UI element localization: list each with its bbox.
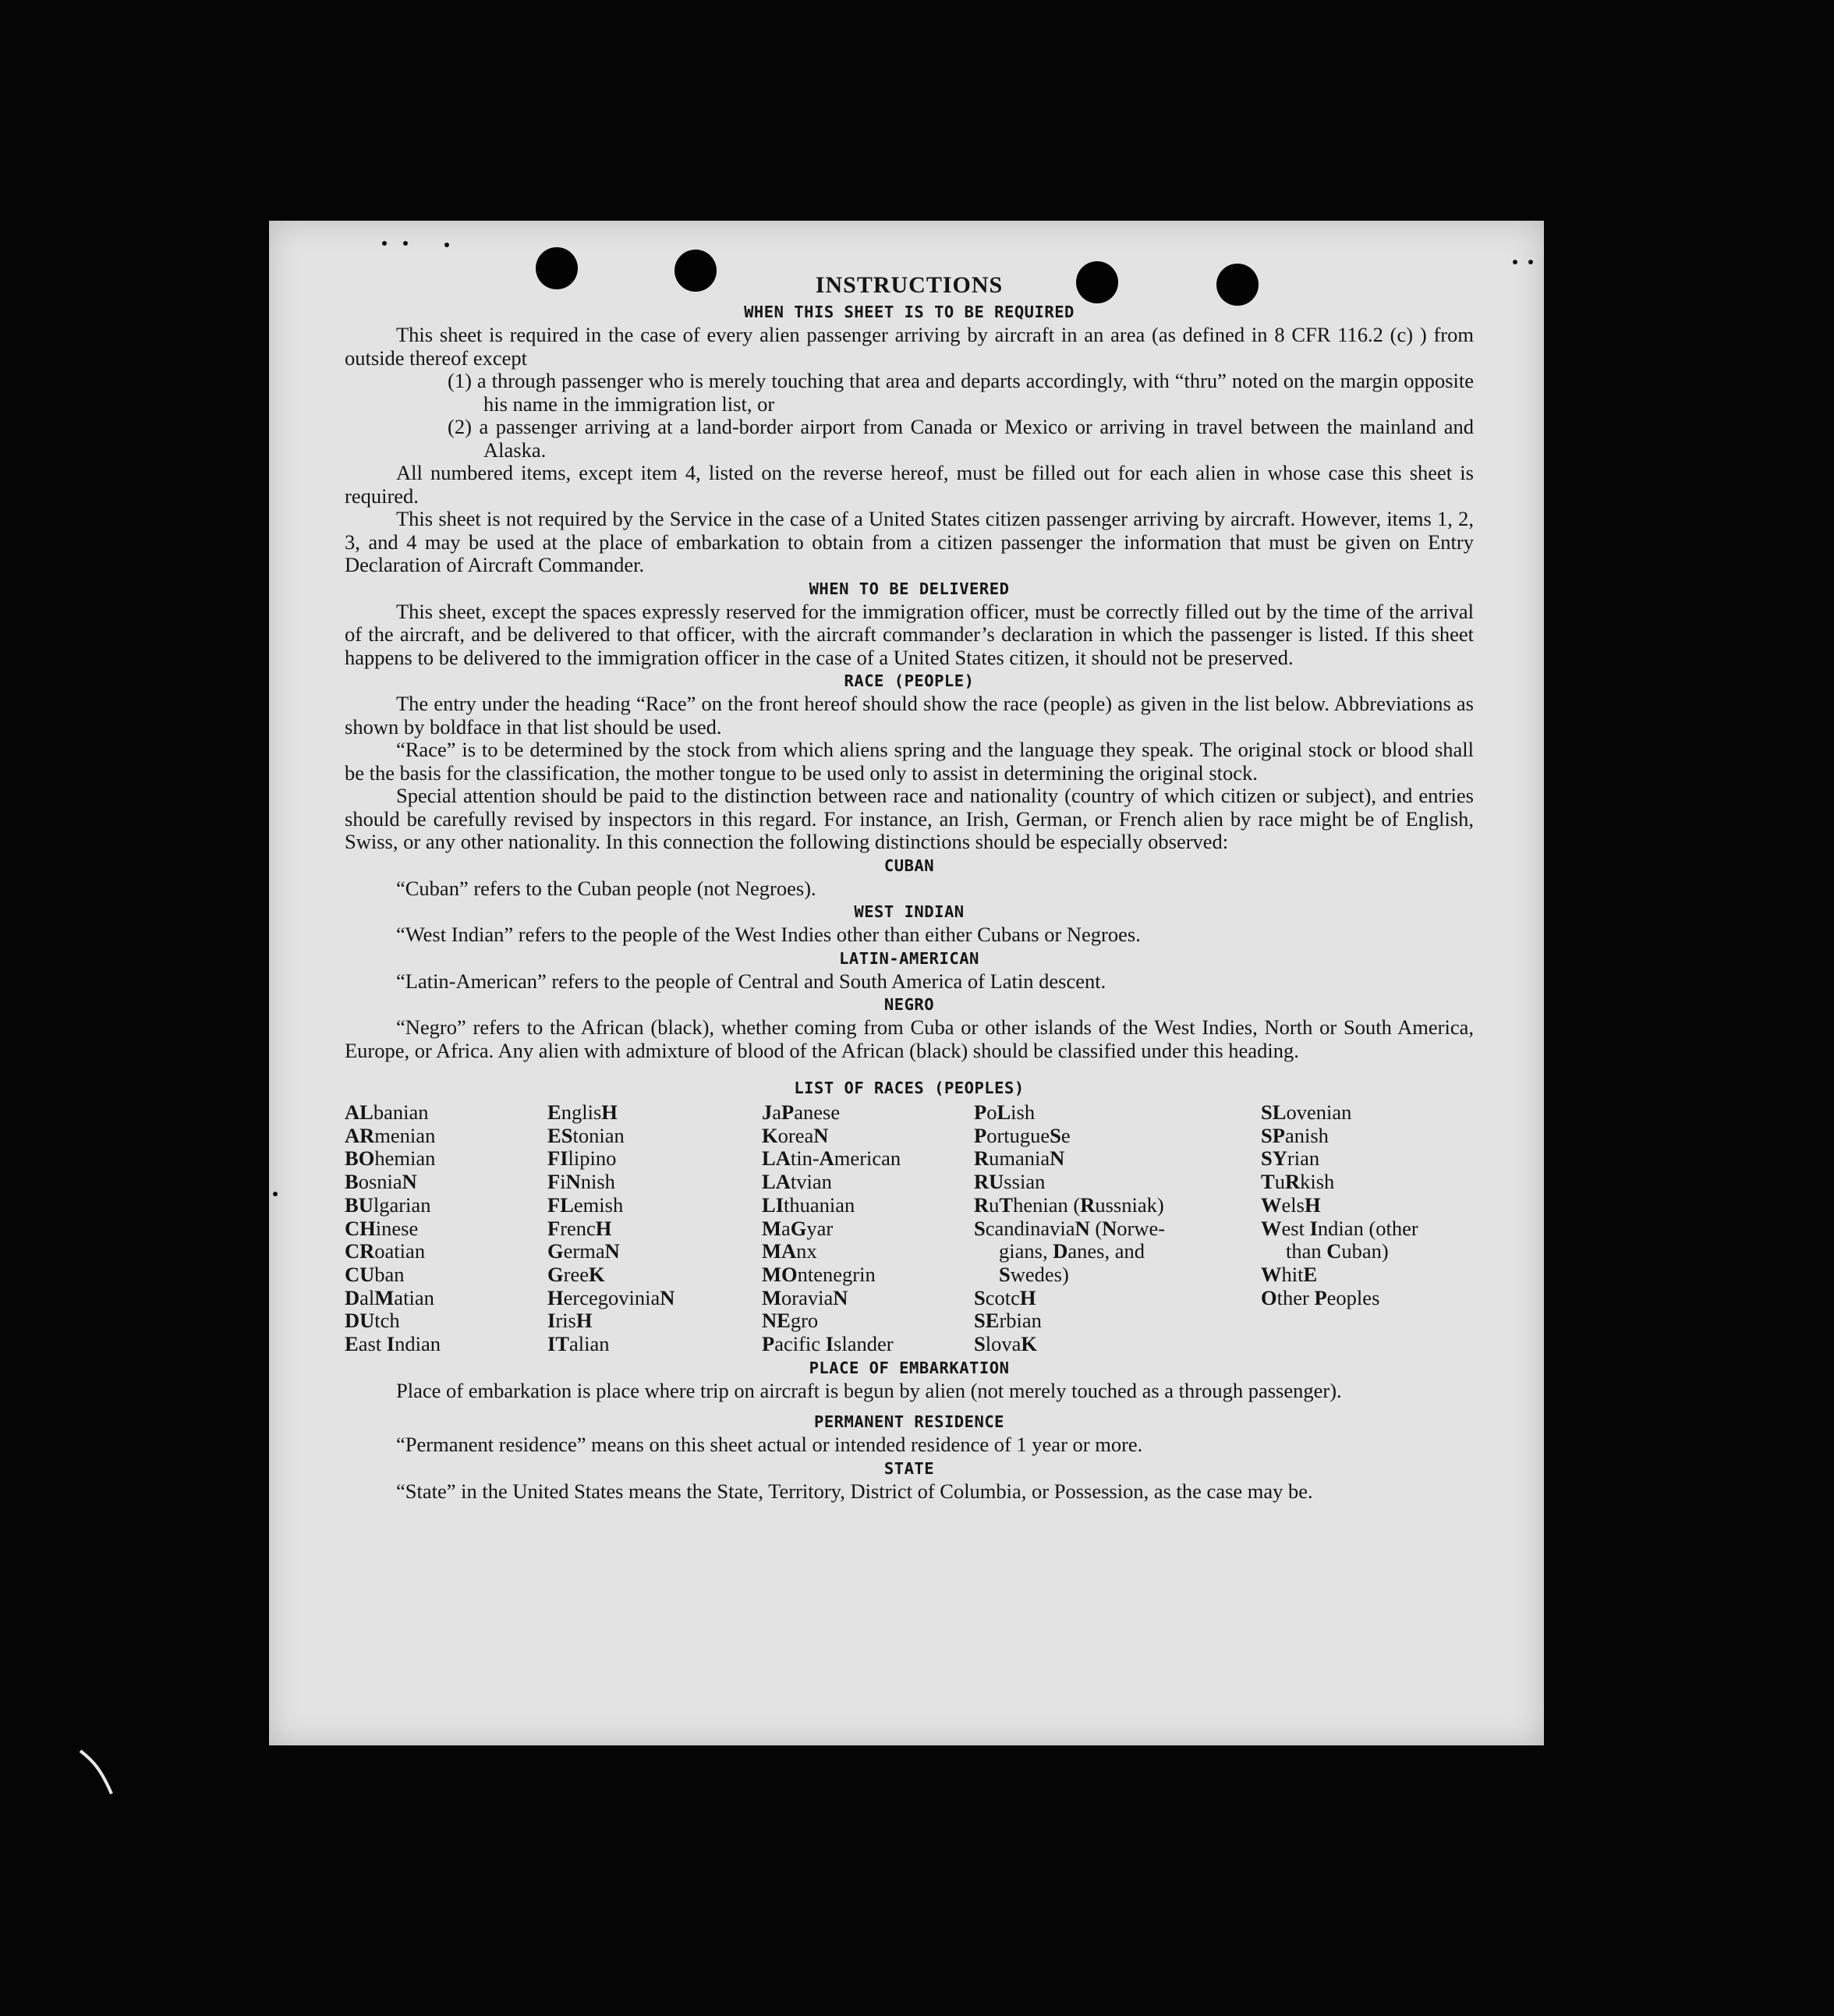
- race-entry: ARmenian: [345, 1123, 436, 1147]
- race-entry: BOhemian: [345, 1146, 436, 1171]
- race-entry: EStonian: [547, 1123, 625, 1147]
- paragraph: “Latin-American” refers to the people of Central and South America of Latin descent.: [396, 969, 1106, 993]
- race-entry: CRoatian: [345, 1239, 426, 1263]
- race-entry: BosniaN: [345, 1170, 417, 1194]
- race-entry: SErbian: [974, 1309, 1042, 1333]
- section-heading-cuban: CUBAN: [883, 856, 935, 875]
- race-entry: SPanish: [1261, 1123, 1329, 1147]
- paragraph: The entry under the heading “Race” on the front hereof should show the race (people) as given in the list below. Abbreviations as shown by boldface in that list should be used.: [345, 692, 1474, 739]
- section-heading-list-of-races: LIST OF RACES (PEOPLES): [794, 1079, 1025, 1097]
- race-entry: Other Peoples: [1261, 1285, 1380, 1309]
- race-entry: FiNnish: [547, 1170, 615, 1194]
- race-entry: KoreaN: [762, 1123, 829, 1147]
- paragraph: “Race” is to be determined by the stock from which aliens spring and the language they speak. The original stock or blood shall be the basis for the classification, the mother tongue to be used only to assist in determining the original stock.: [345, 738, 1474, 785]
- race-entry: Pacific Islander: [762, 1332, 894, 1356]
- race-entry: JaPanese: [762, 1100, 841, 1124]
- race-entry: LAtvian: [762, 1170, 832, 1194]
- races-column: [974, 1101, 1261, 1356]
- race-entry: BUlgarian: [345, 1192, 431, 1217]
- race-entry: Swedes): [999, 1262, 1069, 1286]
- section-heading-state: STATE: [883, 1458, 935, 1478]
- race-entry: ALbanian: [345, 1100, 429, 1124]
- race-entry: CHinese: [345, 1216, 419, 1240]
- section-heading-west-indian: WEST INDIAN: [854, 902, 965, 921]
- race-entry: RumaniaN: [974, 1146, 1065, 1171]
- race-entry: PortugueSe: [974, 1123, 1071, 1147]
- paragraph: This sheet is not required by the Service in the case of a United States citizen passenger arriving by aircraft. However, items 1, 2, 3, and 4 may be used at the place of embarkation to obtain from a citizen passenger the information that must be given on Entry Declaration of Aircraft Commander.: [345, 507, 1474, 576]
- paragraph: This sheet, except the spaces expressly reserved for the immigration officer, must be correctly filled out by the time of the arrival of the aircraft, and be delivered to that officer, with the aircraft commander’s declaration in which the passenger is listed. If this sheet happens to be delivered to the immigration officer in the case of a United States citizen, it should not be preserved.: [345, 599, 1474, 669]
- paragraph: “West Indian” refers to the people of the West Indies other than either Cubans or Negroes.: [396, 923, 1141, 946]
- section-heading-race: RACE (PEOPLE): [844, 671, 975, 690]
- race-entry: RUssian: [974, 1170, 1046, 1194]
- race-entry: HercegoviniaN: [547, 1285, 675, 1309]
- race-entry: DalMatian: [345, 1285, 434, 1309]
- instructions-content: [345, 271, 1474, 1503]
- paragraph: “Cuban” refers to the Cuban people (not Negroes).: [396, 876, 816, 900]
- section-heading-required: WHEN THIS SHEET IS TO BE REQUIRED: [744, 303, 1075, 321]
- paragraph: All numbered items, except item 4, listed on the reverse hereof, must be filled out for each alien in whose case this sheet is required.: [345, 461, 1474, 508]
- race-entry: EnglisH: [547, 1100, 618, 1124]
- race-entry: NEgro: [762, 1309, 819, 1333]
- section-heading-residence: PERMANENT RESIDENCE: [814, 1412, 1004, 1432]
- paragraph: Special attention should be paid to the distinction between race and nationality (country of which citizen or subject), and entries should be carefully revised by inspectors in this regard. For instance, an Irish, German, or French alien by race might be of English, Swiss, or any other nationality. In this connection the following distinctions should be especially observed:: [345, 784, 1474, 853]
- race-entry: LIthuanian: [762, 1192, 855, 1217]
- paragraph: This sheet is required in the case of every alien passenger arriving by aircraft in an area (as defined in 8 CFR 116.2 (c) ) from outside thereof except: [345, 323, 1474, 370]
- document-title: INSTRUCTIONS: [815, 272, 1004, 298]
- race-entry: TuRkish: [1261, 1170, 1335, 1194]
- race-entry: SYrian: [1261, 1146, 1320, 1171]
- race-entry: LAtin-American: [762, 1146, 901, 1171]
- scan-artifact-mark: [74, 1747, 121, 1802]
- races-list: [345, 1101, 1474, 1356]
- race-entry: FLemish: [547, 1192, 624, 1217]
- race-entry: SlovaK: [974, 1332, 1038, 1356]
- race-entry: gians, Danes, and: [999, 1239, 1145, 1263]
- paragraph: “State” in the United States means the State, Territory, District of Columbia, or Possession, as the case may be.: [396, 1479, 1313, 1503]
- race-entry: CUban: [345, 1262, 405, 1286]
- races-column: [345, 1101, 547, 1356]
- races-column: [762, 1101, 974, 1356]
- race-entry: MOntenegrin: [762, 1262, 876, 1286]
- paragraph: “Negro” refers to the African (black), whether coming from Cuba or other islands of the West Indies, North or South America, Europe, or Africa. Any alien with admixture of blood of the African (black) should be classified under this heading.: [345, 1015, 1474, 1062]
- race-entry: WelsH: [1261, 1192, 1321, 1217]
- race-entry: FIlipino: [547, 1146, 617, 1171]
- race-entry: East Indian: [345, 1332, 441, 1356]
- race-entry: SLovenian: [1261, 1100, 1352, 1124]
- race-entry: WhitE: [1261, 1262, 1318, 1286]
- race-entry: ITalian: [547, 1332, 610, 1356]
- race-entry: MAnx: [762, 1239, 817, 1263]
- section-heading-latin-american: LATIN-AMERICAN: [839, 948, 979, 968]
- list-item: (2) a passenger arriving at a land-border airport from Canada or Mexico or arriving in travel between the mainland and Alaska.: [448, 415, 1474, 462]
- race-entry: MaGyar: [762, 1216, 834, 1240]
- race-entry: GermaN: [547, 1239, 620, 1263]
- paragraph: Place of embarkation is place where trip on aircraft is begun by alien (not merely touched as a through passenger).: [396, 1378, 1342, 1402]
- document-sheet: [269, 221, 1544, 1745]
- race-entry: than Cuban): [1286, 1239, 1389, 1263]
- races-column: [547, 1101, 762, 1356]
- section-heading-negro: NEGRO: [883, 995, 935, 1014]
- paragraph: “Permanent residence” means on this sheet actual or intended residence of 1 year or more.: [396, 1433, 1143, 1457]
- race-entry: IrisH: [547, 1309, 593, 1333]
- race-entry: DUtch: [345, 1309, 400, 1333]
- race-entry: RuThenian (Russniak): [974, 1192, 1164, 1217]
- race-entry: FrencH: [547, 1216, 612, 1240]
- section-heading-embarkation: PLACE OF EMBARKATION: [809, 1358, 1010, 1377]
- races-column: [1261, 1101, 1474, 1356]
- race-entry: ScandinaviaN (Norwe-: [974, 1216, 1166, 1240]
- section-heading-delivered: WHEN TO BE DELIVERED: [809, 579, 1010, 598]
- race-entry: GreeK: [547, 1262, 605, 1286]
- race-entry: PoLish: [974, 1100, 1036, 1124]
- race-entry: West Indian (other: [1261, 1216, 1418, 1240]
- race-entry: MoraviaN: [762, 1285, 848, 1309]
- list-item: (1) a through passenger who is merely touching that area and departs accordingly, with “thru” noted on the margin opposite his name in the immigration list, or: [448, 369, 1474, 416]
- race-entry: ScotcH: [974, 1285, 1036, 1309]
